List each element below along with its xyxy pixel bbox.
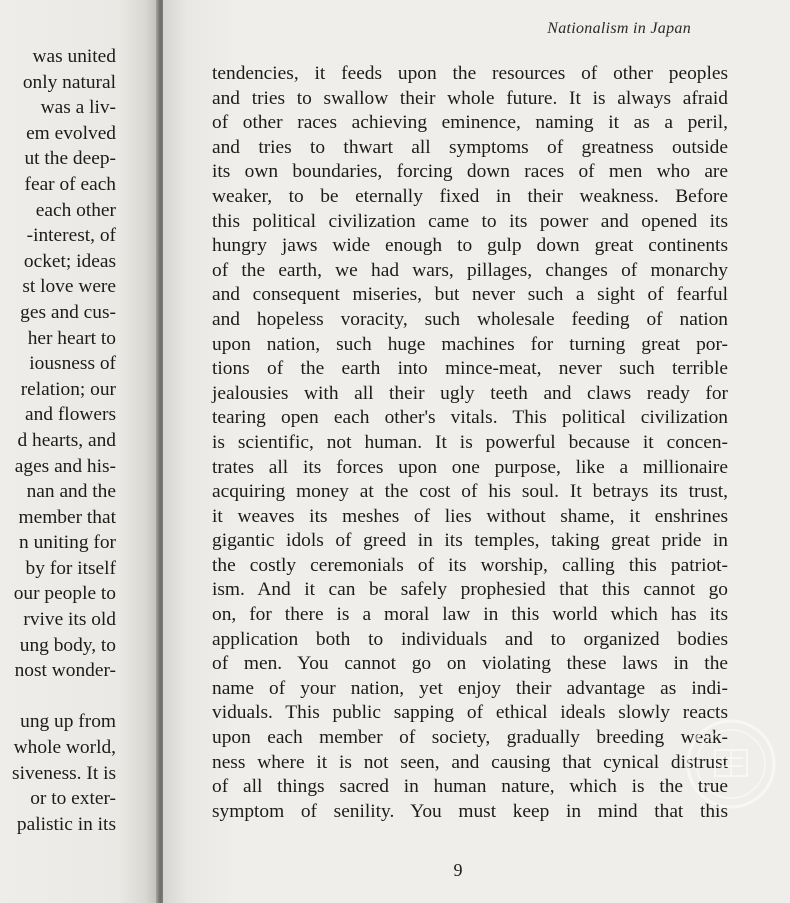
left-page-line: our people to xyxy=(13,583,116,605)
page-number: 9 xyxy=(453,860,463,880)
body-text-line: trates all its forces upon one purpose, like a millionaire xyxy=(212,456,728,478)
right-page-text xyxy=(212,62,728,824)
left-page-line: iousness of xyxy=(29,353,116,375)
body-text-line: its own boundaries, forcing down races of men who are xyxy=(212,161,728,183)
left-page-line: each other xyxy=(35,199,116,221)
body-text-line: ism. And it can be safely prophesied that this cannot go xyxy=(212,579,728,601)
left-page-line: d hearts, and xyxy=(17,429,116,451)
body-text-line: it weaves its meshes of lies without shame, it enshrines xyxy=(212,505,728,527)
left-page-line: whole world, xyxy=(13,737,116,759)
left-page-line: ung up from xyxy=(20,711,116,733)
left-page-line: member that xyxy=(18,506,116,528)
body-text-line: tearing open each other's vitals. This political civilization xyxy=(212,407,728,429)
body-text-line: ness where it is not seen, and causing that cynical distrust xyxy=(212,751,728,773)
body-text-line: of all things sacred in human nature, which is the true xyxy=(212,776,728,798)
body-text-line: gigantic idols of greed in its temples, taking great pride in xyxy=(212,530,728,552)
body-text-line: application both to individuals and to organized bodies xyxy=(212,628,728,650)
left-page-line: ung body, to xyxy=(19,634,116,656)
body-text-line: acquiring money at the cost of his soul. It betrays its trust, xyxy=(212,481,728,503)
left-page-line: her heart to xyxy=(27,327,116,349)
left-page-line: ut the deep- xyxy=(24,148,116,170)
left-page-line: rvive its old xyxy=(23,609,116,631)
body-text-line: tendencies, it feeds upon the resources of other peoples xyxy=(212,63,728,84)
body-text-line: upon each member of society, gradually breeding weak- xyxy=(212,727,728,749)
left-page-line: nan and the xyxy=(26,481,116,503)
left-page-line: by for itself xyxy=(25,557,116,579)
body-text-line: viduals. This public sapping of ethical ideals slowly reacts xyxy=(212,702,728,724)
right-page xyxy=(163,0,790,903)
left-page-line: ages and his- xyxy=(14,455,116,477)
left-page-line: siveness. It is xyxy=(12,762,116,784)
left-page-text xyxy=(0,44,116,837)
body-text-line: name of your nation, yet enjoy their advantage as indi- xyxy=(212,677,728,699)
body-text-line: tions of the earth into mince-meat, never such terrible xyxy=(212,358,728,380)
left-page-line: was united xyxy=(32,46,116,67)
left-page-line: relation; our xyxy=(20,378,116,400)
left-page-line: st love were xyxy=(22,276,116,298)
body-text-line: of men. You cannot go on violating these laws in the xyxy=(212,653,728,675)
left-page-line xyxy=(0,684,116,710)
body-text-line: of the earth, we had wars, pillages, changes of monarchy xyxy=(212,259,728,281)
left-page-line: em evolved xyxy=(26,122,116,144)
body-text-line: on, for there is a moral law in this world which has its xyxy=(212,604,728,626)
body-text-line: the costly ceremonials of its worship, calling this patriot- xyxy=(212,554,728,576)
running-head: Nationalism in Japan xyxy=(547,20,691,37)
body-text-line: weaker, to be eternally fixed in their weakness. Before xyxy=(212,185,728,207)
body-text-line: of other races achieving eminence, naming it as a peril, xyxy=(212,112,728,134)
left-page-line: only natural xyxy=(22,71,116,93)
body-text-line: and consequent miseries, but never such a sight of fearful xyxy=(212,284,728,306)
body-text-line: symptom of senility. You must keep in mind that this xyxy=(212,800,728,822)
body-text-line: and tries to swallow their whole future. It is always afraid xyxy=(212,87,728,109)
body-text-line: upon nation, such huge machines for turning great por- xyxy=(212,333,728,355)
left-page-line: fear of each xyxy=(24,173,116,195)
left-page xyxy=(0,0,158,903)
body-text-line: and tries to thwart all symptoms of greatness outside xyxy=(212,136,728,158)
left-page-line: ocket; ideas xyxy=(23,250,116,272)
body-text-line: hungry jaws wide enough to gulp down great continents xyxy=(212,235,728,257)
left-page-line: -interest, of xyxy=(26,225,116,247)
left-page-line: or to exter- xyxy=(30,788,116,810)
left-page-line: palistic in its xyxy=(16,813,116,835)
body-text-line: jealousies with all their ugly teeth and claws ready for xyxy=(212,382,728,404)
watermark-seal-icon xyxy=(685,718,777,810)
body-text-line: and hopeless voracity, such wholesale feeding of nation xyxy=(212,308,728,330)
left-page-line: ges and cus- xyxy=(20,301,116,323)
body-text-line: is scientific, not human. It is powerful because it concen- xyxy=(212,431,728,453)
left-page-line: nost wonder- xyxy=(14,660,116,682)
body-text-line: this political civilization came to its power and opened its xyxy=(212,210,728,232)
left-page-line: was a liv- xyxy=(40,97,116,119)
left-page-line: and flowers xyxy=(25,404,116,426)
left-page-line: n uniting for xyxy=(19,532,116,554)
